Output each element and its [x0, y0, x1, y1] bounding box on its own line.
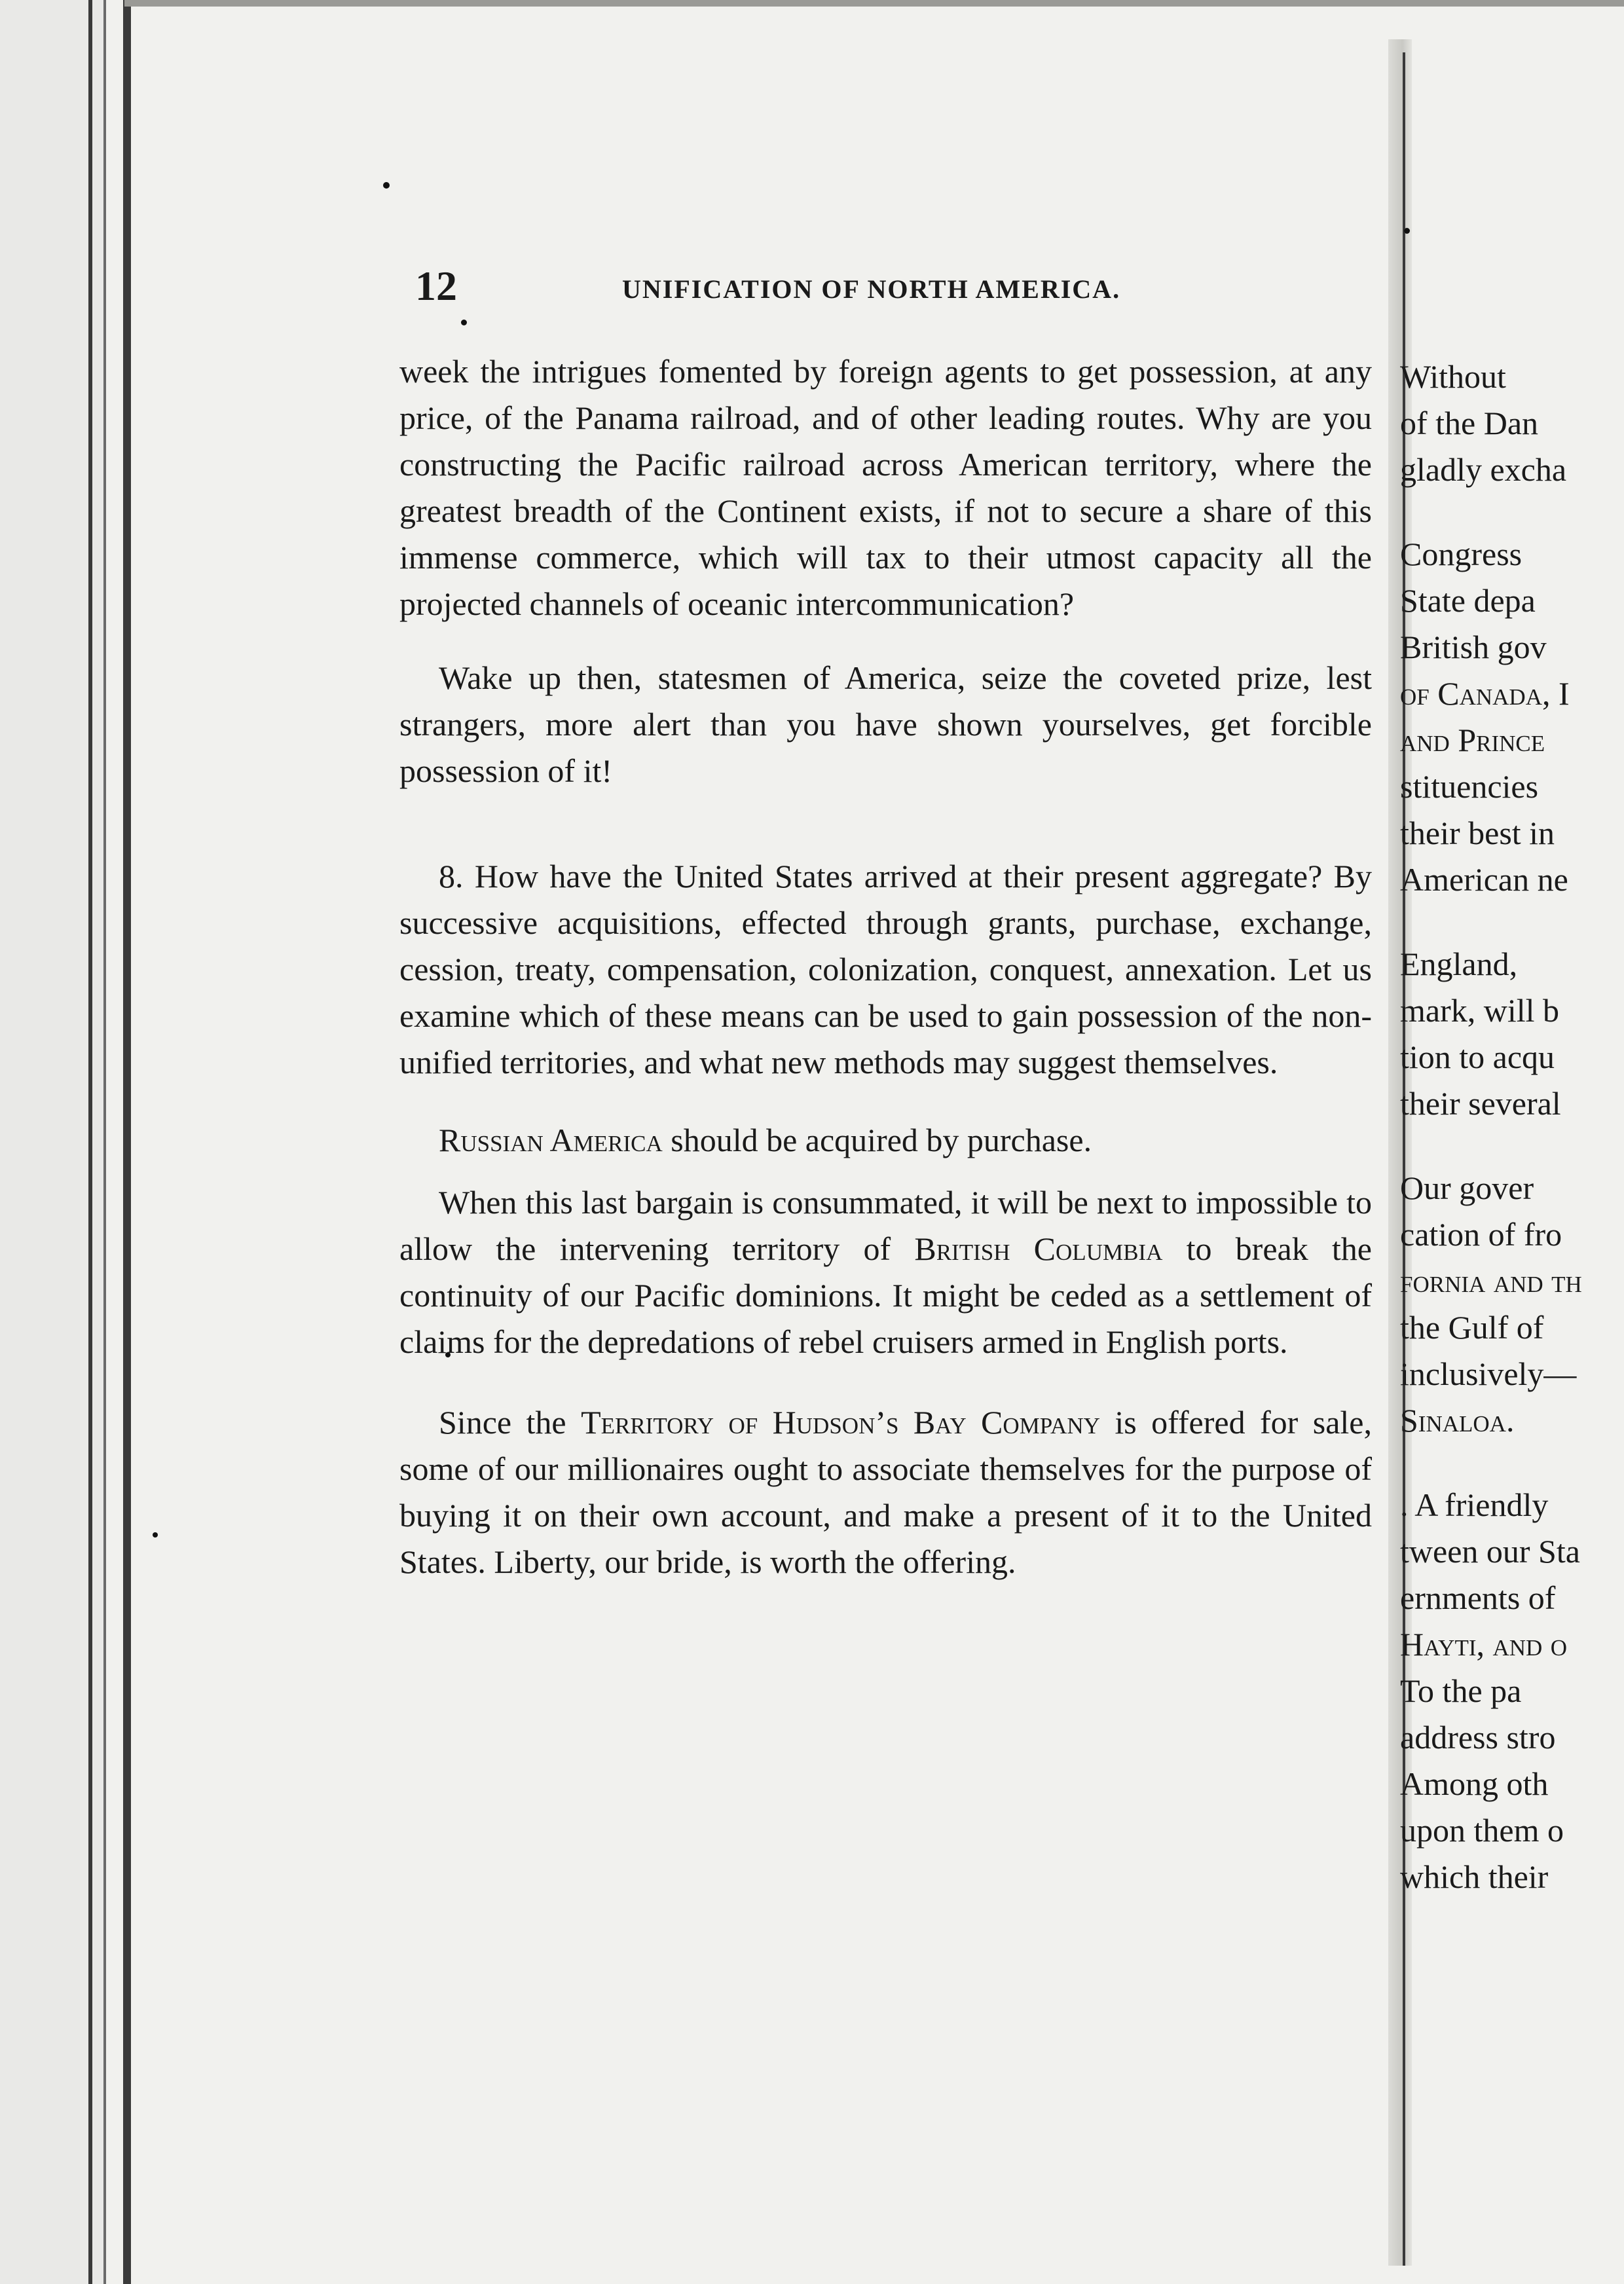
- right-page-line: their best in: [1400, 815, 1555, 851]
- right-page-line: their several: [1400, 1085, 1561, 1122]
- right-page-line: Sinaloa.: [1400, 1402, 1515, 1439]
- right-page-line: of the Dan: [1400, 405, 1539, 441]
- paragraph-section-8: 8. How have the United States arrived at their present aggregate? By successive acquisitions, effected through grants, purchase, exchange, cession, treaty, compensation, colonization, conquest, annexation. Let us examine which of these means can be used to gain possession of the non-unified territories, and what new methods may suggest themselves.: [399, 858, 1372, 1080]
- right-page-fragment: [1400, 354, 1624, 1991]
- right-page-line: inclusively—: [1400, 1355, 1577, 1392]
- right-page-line: Hayti, and o: [1400, 1626, 1568, 1663]
- speck: [1404, 228, 1410, 234]
- speck: [153, 1532, 158, 1538]
- page-edge-top: [124, 0, 1624, 7]
- right-page-line: Among oth: [1400, 1765, 1549, 1802]
- british-columbia-text-before: When this last bargain is consummated, it will be next to impossible to allow the intervening territory of: [399, 1184, 1372, 1267]
- right-page-line: Our gover: [1400, 1170, 1534, 1206]
- right-page-line: mark, will b: [1400, 992, 1560, 1029]
- running-title: UNIFICATION OF NORTH AMERICA.: [622, 274, 1121, 304]
- paragraph-wake-up: Wake up then, statesmen of America, seize the coveted prize, lest strangers, more alert than you have shown yourselves, get forcible possession of it!: [399, 659, 1372, 789]
- paragraph-hudsons-bay: [399, 1399, 1372, 1585]
- right-page-line: which their: [1400, 1858, 1549, 1895]
- right-page-line: cation of fro: [1400, 1216, 1562, 1253]
- hudsons-bay-text-before: Since the: [439, 1404, 581, 1441]
- paragraph-intro: week the intrigues fomented by foreign agents to get possession, at any price, of the Panama railroad, and of other leading routes. Why are you constructing the Pacific railroad across American territory, where the greatest breadth of the Continent exists, if not to secure a share of this immense commerce, which will tax to their utmost capacity all the projected channels of oceanic intercommunication?: [399, 353, 1372, 622]
- right-page-line: gladly excha: [1400, 451, 1567, 488]
- right-page-line: upon them o: [1400, 1812, 1564, 1849]
- page-edge-line: [88, 0, 92, 2284]
- right-page-line: tween our Sta: [1400, 1533, 1580, 1570]
- speck: [383, 182, 390, 189]
- right-page-line: stituencies: [1400, 768, 1539, 805]
- right-page-line: State depa: [1400, 582, 1536, 619]
- running-head: [399, 262, 1372, 321]
- paragraph-russian-america: [399, 1117, 1372, 1164]
- page-edge-line: [123, 0, 131, 2284]
- right-page-line: American ne: [1400, 861, 1568, 898]
- right-page-line: To the pa: [1400, 1672, 1522, 1709]
- right-page-line: address stro: [1400, 1719, 1556, 1756]
- right-page-line: Without: [1400, 358, 1506, 395]
- russian-america-text: should be acquired by purchase.: [662, 1122, 1092, 1158]
- right-page-line: ernments of: [1400, 1579, 1556, 1616]
- page-number: 12: [415, 263, 457, 309]
- hudsons-bay-term: Territory of Hudson’s Bay Company: [581, 1404, 1100, 1441]
- paragraph-british-columbia: [399, 1179, 1372, 1365]
- right-page-line: fornia and th: [1400, 1262, 1582, 1299]
- page-edge-line: [103, 0, 106, 2284]
- right-page-line: British gov: [1400, 629, 1547, 665]
- russian-america-term: Russian America: [439, 1122, 663, 1158]
- hudsons-bay-text-after: is offered for sale, some of our millionaires ought to associate themselves for the purpose of buying it on their own account, and make a present of it to the United States. Liberty, our bride, is worth the offering.: [399, 1404, 1372, 1580]
- right-page-line: Congress: [1400, 536, 1522, 572]
- right-page-line: England,: [1400, 946, 1518, 982]
- right-page-line: tion to acqu: [1400, 1039, 1555, 1075]
- right-page-line: and Prince: [1400, 722, 1545, 758]
- british-columbia-term: British Columbia: [914, 1230, 1163, 1267]
- right-page-line: the Gulf of: [1400, 1309, 1544, 1346]
- right-page-line: of Canada, I: [1400, 675, 1570, 712]
- right-page-line: . A friendly: [1400, 1486, 1549, 1523]
- british-columbia-text-after: to break the continuity of our Pacific dominions. It might be ceded as a settlement of claims for the depredations of rebel cruisers armed in English ports.: [399, 1230, 1372, 1360]
- left-page: [399, 262, 1372, 2161]
